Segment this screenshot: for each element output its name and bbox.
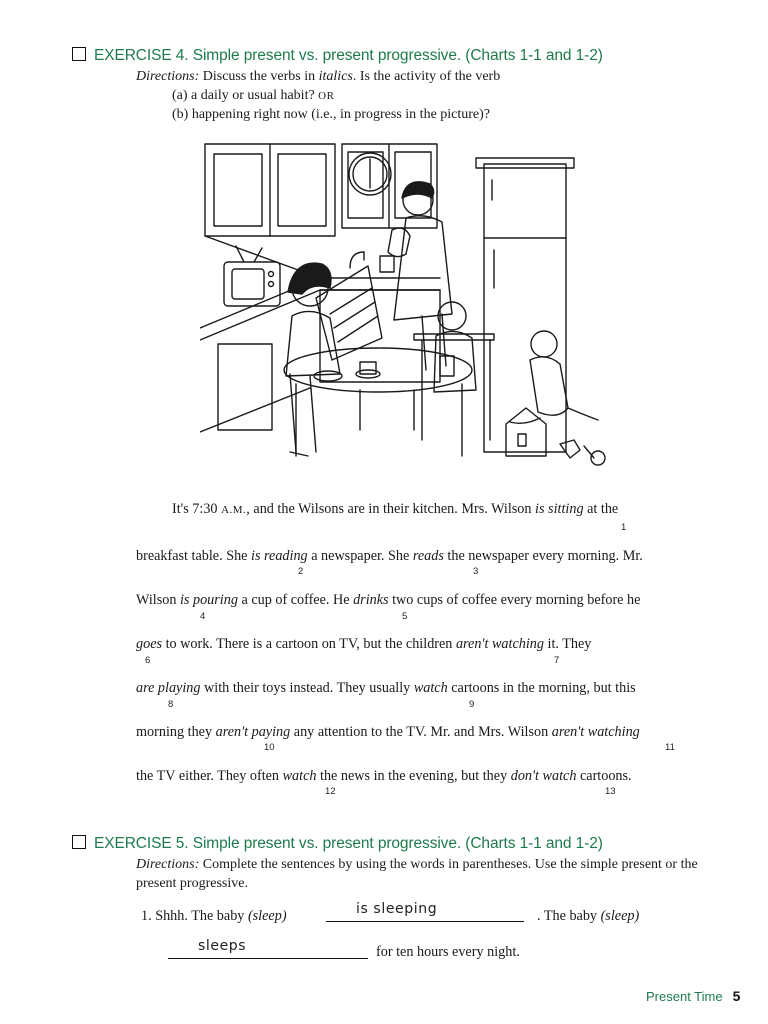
handwritten-answer-1: is sleeping	[356, 901, 438, 917]
verb-number-12: 12	[325, 786, 336, 797]
verb-3: reads	[412, 548, 444, 564]
passage-text: cartoons.	[576, 768, 632, 784]
passage-line-2	[136, 548, 643, 565]
verb-number-13: 13	[605, 786, 616, 797]
verb-number-7: 7	[554, 655, 560, 666]
passage-text: it. They	[543, 636, 592, 652]
passage-line-5	[136, 680, 636, 697]
exercise-5-heading	[72, 835, 603, 853]
exercise-4-heading	[72, 47, 603, 65]
item-number: 1.	[141, 908, 152, 924]
answer-blank-1[interactable]	[326, 903, 524, 922]
kitchen-illustration	[200, 138, 620, 470]
option-or: OR	[318, 90, 335, 102]
verb-prompt-2: (sleep)	[600, 908, 640, 924]
item-text: Shhh. The baby	[155, 908, 248, 924]
passage-text: to work. There is a cartoon on TV, but the children	[162, 636, 456, 652]
verb-number-10: 10	[264, 742, 275, 753]
verb-number-3: 3	[473, 566, 479, 577]
item-text: . The baby	[537, 908, 601, 924]
verb-prompt-1: (sleep)	[247, 908, 287, 924]
breakfast-table	[284, 348, 472, 392]
verb-6: goes	[136, 636, 163, 652]
dollhouse	[506, 408, 546, 456]
exercise-4-title: EXERCISE 4. Simple present vs. present progressive. (Charts 1-1 and 1-2)	[94, 47, 603, 64]
passage-text: Wilson	[136, 592, 180, 608]
directions-text: Discuss the verbs in	[199, 69, 319, 84]
verb-5: drinks	[353, 592, 389, 608]
verb-1: is sitting	[535, 501, 584, 517]
option-a	[172, 86, 334, 106]
passage-line-6	[136, 724, 640, 741]
verb-9: watch	[413, 680, 448, 696]
directions-text: Complete the sentences by using the words in parentheses. Use the simple present or the present progressive.	[136, 857, 698, 891]
verb-number-8: 8	[168, 699, 174, 710]
page-number: 5	[732, 988, 741, 1004]
passage-text: , and the Wilsons are in their kitchen. Mrs. Wilson	[246, 501, 536, 517]
verb-8: are playing	[136, 680, 201, 696]
exercise-5-title: EXERCISE 5. Simple present vs. present progressive. (Charts 1-1 and 1-2)	[94, 835, 603, 852]
item-1-line-1-end	[537, 908, 639, 925]
verb-number-4: 4	[200, 611, 206, 622]
passage-text: It's 7:30	[172, 501, 222, 517]
exercise-5-checkbox[interactable]	[72, 835, 86, 849]
option-b: (b) happening right now (i.e., in progress in the picture)?	[172, 107, 491, 122]
verb-11: aren't watching	[551, 724, 640, 740]
page-footer	[646, 988, 740, 1006]
passage-text: a cup of coffee. He	[237, 592, 354, 608]
girl	[531, 331, 557, 357]
footer-section-label: Present Time	[646, 989, 723, 1004]
option-a-text: (a) a daily or usual habit?	[172, 88, 315, 103]
directions-italic-word: italics	[318, 69, 353, 84]
verb-number-9: 9	[469, 699, 475, 710]
exercise-4-directions	[136, 67, 500, 86]
verb-13: don't watch	[510, 768, 577, 784]
coffee-pot	[388, 228, 410, 257]
verb-10: aren't paying	[215, 724, 291, 740]
directions-text-end: . Is the activity of the verb	[352, 69, 501, 84]
handwritten-answer-2: sleeps	[198, 938, 247, 954]
passage-line-1	[172, 501, 618, 518]
passage-line-3	[136, 592, 640, 609]
verb-7: aren't watching	[455, 636, 544, 652]
passage-text: at the	[583, 501, 619, 517]
passage-text: any attention to the TV. Mr. and Mrs. Wilson	[290, 724, 552, 740]
directions-label: Directions:	[136, 69, 200, 84]
verb-number-6: 6	[145, 655, 151, 666]
passage-am: A.M.	[221, 504, 247, 516]
passage-text: morning they	[136, 724, 216, 740]
passage-text: the news in the evening, but they	[316, 768, 511, 784]
item-1-line-2: for ten hours every night.	[376, 944, 520, 960]
passage-text: breakfast table. She	[136, 548, 252, 564]
passage-line-7	[136, 768, 632, 785]
verb-12: watch	[282, 768, 317, 784]
item-1-line-1	[141, 908, 287, 925]
answer-blank-2[interactable]	[168, 940, 368, 959]
verb-number-2: 2	[298, 566, 304, 577]
passage-line-4	[136, 636, 591, 653]
passage-text: the newspaper every morning. Mr.	[443, 548, 643, 564]
passage-text: the TV either. They often	[136, 768, 283, 784]
verb-2: is reading	[251, 548, 308, 564]
exercise-4-checkbox[interactable]	[72, 47, 86, 61]
passage-text: two cups of coffee every morning before he	[388, 592, 641, 608]
verb-number-11: 11	[665, 742, 675, 753]
verb-number-1: 1	[621, 522, 627, 533]
verb-4: is pouring	[179, 592, 238, 608]
verb-number-5: 5	[402, 611, 408, 622]
passage-text: a newspaper. She	[307, 548, 413, 564]
passage-text: with their toys instead. They usually	[200, 680, 414, 696]
exercise-5-directions	[136, 855, 716, 893]
passage-text: cartoons in the morning, but this	[447, 680, 636, 696]
directions-label: Directions:	[136, 857, 200, 872]
